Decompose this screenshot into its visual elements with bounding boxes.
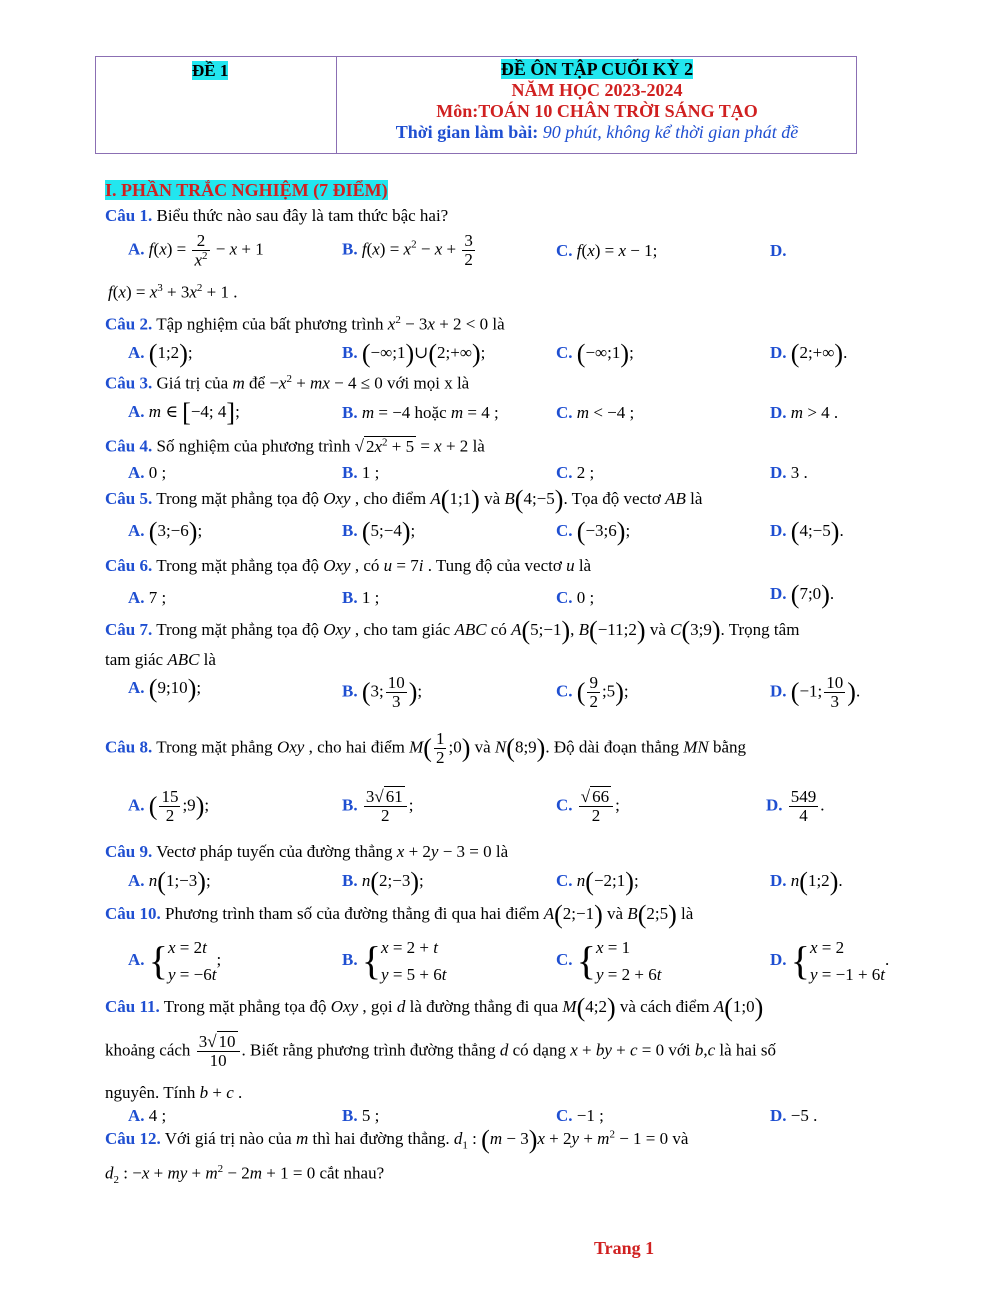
q9-answer-b: B. n(2;−3); — [342, 867, 424, 896]
q1-answer-d: $f(x) = x^3 + 3x^2 + 1$ . — [108, 282, 238, 302]
q9-answer-a: A. n(1;−3); — [128, 867, 211, 896]
exam-code: ĐỀ 1 — [192, 61, 229, 80]
q8-answer-c: C. $\frac{√ 66}{2}$ ; — [556, 787, 620, 825]
q4-answer-c: C. 2 ; — [556, 463, 595, 482]
q1-answer-b: B. $f(x) = x^2 - x$ + $\frac{3}{2}$ — [342, 231, 473, 269]
q8-answer-d: D. $\frac{549}{4}$ . — [766, 787, 825, 825]
q11-answer-d: D. −5 . — [770, 1106, 818, 1125]
question-3: Câu 3. Giá trị của m để $-x^2$ + mx − 4 ≤ 0 với mọi x là — [105, 373, 470, 393]
q3-answer-c: C. m < −4 ; — [556, 403, 635, 422]
question-5: Câu 5. Trong mặt phẳng tọa độ Oxy , cho điểm A(1;1) và B(4;−5). Tọa độ vectơ AB là — [105, 485, 703, 514]
q6-answer-d: D. (7;0). — [770, 580, 835, 609]
q9-answer-c: C. n(−2;1); — [556, 867, 639, 896]
q6-answer-b: B. 1 ; — [342, 588, 380, 607]
subject: Môn:TOÁN 10 — [436, 101, 553, 121]
section-title: I. PHẦN TRẮC NGHIỆM (7 ĐIỂM) — [105, 180, 388, 200]
question-7: Câu 7. Trong mặt phẳng tọa độ Oxy , cho tam giác ABC có A(5;−1), B(−11;2) và C(3;9). Trọng tâm — [105, 616, 800, 645]
time-value: 90 phút, không kể thời gian phát đề — [542, 122, 799, 142]
question-4: Câu 4. Số nghiệm của phương trình √ $2x^2 + 5 = x + 2$ là — [105, 436, 485, 456]
question-6: Câu 6. Trong mặt phẳng tọa độ Oxy , có u = 7i . Tung độ của vectơ u là — [105, 556, 592, 575]
question-12: Câu 12. Với giá trị nào của m thì hai đường thẳng. $d_1$ : $(m - 3)x + 2y + m^2 - 1 = 0$ và — [105, 1125, 689, 1154]
q5-answer-a: A. (3;−6); — [128, 517, 203, 546]
q10-answer-a: A. {x = 2t y = −6t; — [128, 938, 222, 985]
q7-answer-d: D. (−1; $\frac{10}{3}$ ). — [770, 673, 861, 711]
q8-answer-a: A. ( $\frac{15}{2}$ ;9); — [128, 787, 210, 825]
q11-answer-c: C. −1 ; — [556, 1106, 604, 1125]
q7-answer-c: C. ( $\frac{9}{2}$ ;5); — [556, 673, 629, 711]
question-11: Câu 11. Trong mặt phẳng tọa độ Oxy , gọi d là đường thẳng đi qua M(4;2) và cách điểm A(1;0) — [105, 993, 764, 1022]
q9-answer-d: D. n(1;2). — [770, 867, 843, 896]
q2-answer-c: C. (−∞;1); — [556, 339, 634, 368]
q3-answer-d: D. m > 4 . — [770, 403, 839, 422]
q1-answer-c: C. f(x) = x − 1; — [556, 241, 658, 260]
question-12-line2: $d_2$ : −x + my + $m^2 - 2m + 1 = 0$ cắt nhau? — [105, 1163, 385, 1187]
q3-answer-b: B. m = −4 hoặc m = 4 ; — [342, 403, 499, 422]
q2-answer-d: D. (2;+∞). — [770, 339, 848, 368]
question-7-line2: tam giác ABC là — [105, 650, 216, 669]
question-9: Câu 9. Vectơ pháp tuyến của đường thẳng x + 2y − 3 = 0 là — [105, 842, 509, 861]
question-10: Câu 10. Phương trình tham số của đường thẳng đi qua hai điểm A(2;−1) và B(2;5) là — [105, 900, 694, 929]
q8-answer-b: B. $\frac{3√ 61}{2}$ ; — [342, 787, 414, 825]
q5-answer-d: D. (4;−5). — [770, 517, 844, 546]
subject-curriculum: CHÂN TRỜI SÁNG TẠO — [556, 101, 758, 121]
time-label: Thời gian làm bài: — [395, 122, 539, 142]
q10-answer-d: D. {x = 2 y = −1 + 6t. — [770, 938, 890, 985]
q1-answer-d-label: D. — [770, 241, 787, 260]
question-11-line3: nguyên. Tính b + c . — [105, 1083, 243, 1102]
page-number: Trang 1 — [594, 1238, 655, 1258]
question-8: Câu 8. Trong mặt phẳng Oxy , cho hai điểm M( $\frac{1}{2}$ ;0) và N(8;9). Độ dài đoạn thẳng MN bằng — [105, 729, 746, 767]
school-year: NĂM HỌC 2023-2024 — [511, 80, 683, 100]
question-2: Câu 2. Tập nghiệm của bất phương trình $x^2 - 3x + 2 < 0$ là — [105, 314, 505, 334]
q5-answer-c: C. (−3;6); — [556, 517, 631, 546]
q3-answer-a: A. m ∈ [−4; 4]; — [128, 398, 240, 427]
q10-answer-c: C. {x = 1 y = 2 + 6t — [556, 938, 662, 985]
q11-answer-b: B. 5 ; — [342, 1106, 380, 1125]
q2-answer-b: B. (−∞;1)∪(2;+∞); — [342, 339, 486, 368]
q5-answer-b: B. (5;−4); — [342, 517, 416, 546]
q4-answer-b: B. 1 ; — [342, 463, 380, 482]
question-1: Câu 1. Biểu thức nào sau đây là tam thức bậc hai? — [105, 206, 449, 225]
q7-answer-b: B. (3; $\frac{10}{3}$ ); — [342, 673, 423, 711]
q4-answer-a: A. 0 ; — [128, 463, 167, 482]
q10-answer-b: B. {x = 2 + t y = 5 + 6t — [342, 938, 447, 985]
q2-answer-a: A. (1;2); — [128, 339, 193, 368]
q6-answer-c: C. 0 ; — [556, 588, 595, 607]
q4-answer-d: D. 3 . — [770, 463, 808, 482]
q6-answer-a: A. 7 ; — [128, 588, 167, 607]
header-table — [95, 56, 857, 154]
q11-answer-a: A. 4 ; — [128, 1106, 167, 1125]
q1-answer-a: A. f(x) = $\frac{2}{x^2}$ − x + 1 — [128, 231, 264, 270]
q7-answer-a: A. (9;10); — [128, 674, 202, 703]
question-11-line2: khoảng cách $\frac{3√ 10}{10}$ . Biết rằng phương trình đường thẳng d có dạng x + by + c = 0 với b,c là hai số — [105, 1032, 777, 1070]
exam-title: ĐỀ ÔN TẬP CUỐI KỲ 2 — [500, 59, 694, 79]
